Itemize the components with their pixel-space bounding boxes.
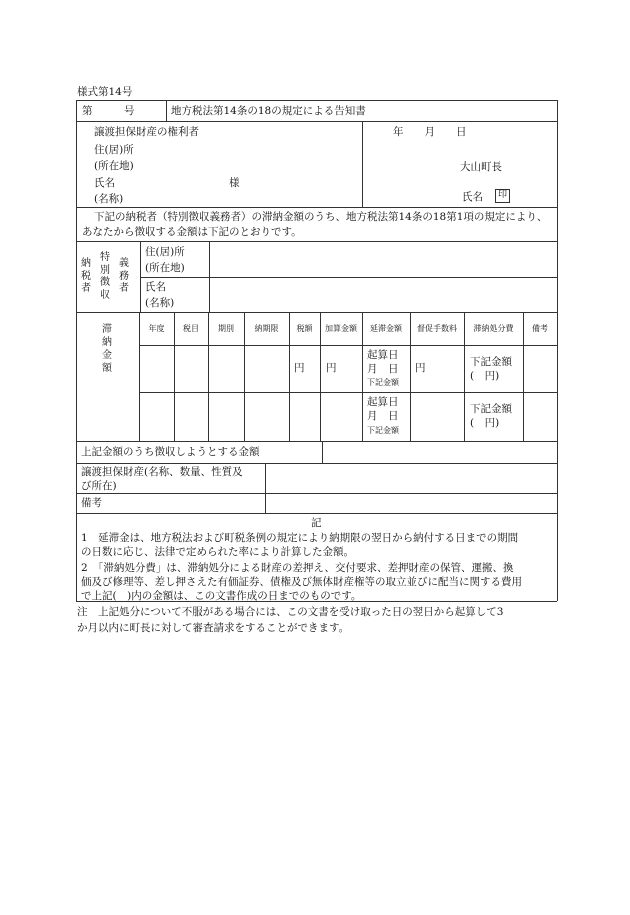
issuer-name-label: 氏名	[462, 191, 483, 203]
row2-delay-date: 月 日	[367, 410, 399, 422]
header-remarks: 備考	[532, 324, 548, 333]
taxpayer-side-label-3: 義務者	[119, 258, 129, 294]
header-tax-amount: 税額	[296, 324, 313, 333]
seal-mark: 印	[495, 189, 510, 203]
taxpayer-side-label-2: 特別徴収	[100, 252, 110, 301]
recipient-address-label: 住(居)所	[94, 144, 134, 156]
issue-date: 年 月 日	[393, 126, 467, 138]
header-delay-charge: 延滞金額	[370, 324, 402, 333]
note1-line2: の日数に応じ、法律で定められた率により計算した金額。	[81, 546, 354, 558]
note2-line2: 価及び修理等、差し押さえた有価証券、債権及び無体財産権等の取立並びに配当に関する費用	[81, 576, 522, 588]
row2-delay-start-label: 起算日	[367, 396, 399, 408]
row1-tax-amount-unit: 円	[294, 362, 305, 374]
taxpayer-name-alt-label: (名称)	[145, 297, 175, 309]
row2-disposal-amount: ( 円)	[470, 417, 500, 429]
taxpayer-name-label: 氏名	[145, 281, 166, 293]
footer-note-line2: か月以内に町長に対して審査請求をすることができます。	[77, 622, 350, 634]
header-demand-fee: 督促手数料	[417, 324, 457, 333]
holder-label: 譲渡担保財産の権利者	[94, 126, 199, 138]
row2-delay-amount-label: 下記金額	[367, 426, 399, 435]
remarks-label: 備考	[81, 497, 102, 509]
taxpayer-side-label-1: 納税者	[81, 258, 91, 294]
row1-disposal-amount: ( 円)	[470, 370, 500, 382]
row2-disposal-label: 下記金額	[470, 403, 512, 415]
form-number: 様式第14号	[77, 86, 133, 98]
note2-line1: 2 「滞納処分費」は、滞納処分による財産の差押え、交付要求、差押財産の保管、運搬、換	[81, 562, 514, 574]
recipient-honorific: 様	[229, 177, 240, 189]
notes-heading: 記	[311, 517, 322, 529]
row1-delay-amount-label: 下記金額	[367, 378, 399, 387]
collect-amount-label: 上記金額のうち徴収しようとする金額	[81, 446, 260, 458]
header-period: 期別	[218, 324, 234, 333]
recipient-name-alt-label: (名称)	[94, 193, 124, 205]
mayor-title: 大山町長	[460, 161, 502, 173]
recipient-name-label: 氏名	[94, 177, 115, 189]
footer-note-line1: 注 上記処分について不服がある場合には、この文書を受け取った日の翌日から起算して3	[77, 606, 504, 618]
intro-text-line1: 下記の納税者（特別徴収義務者）の滞納金額のうち、地方税法第14条の18第1項の規定により、	[94, 211, 548, 223]
document-title: 地方税法第14条の18の規定による告知書	[171, 105, 366, 117]
document-number-label: 第 号	[82, 105, 135, 117]
note2-line3: で上記( )内の金額は、この文書作成の日までのものです。	[81, 590, 362, 602]
header-year: 年度	[148, 324, 165, 333]
header-surcharge: 加算金額	[325, 324, 357, 333]
intro-text-line2: あなたから徴収する金額は下記のとおりです。	[82, 226, 302, 238]
row1-disposal-label: 下記金額	[470, 356, 512, 368]
row1-delay-date: 月 日	[367, 363, 399, 375]
row1-delay-start-label: 起算日	[367, 349, 399, 361]
header-tax-item: 税目	[183, 324, 199, 333]
header-disposal-cost: 滞納処分費	[473, 324, 514, 333]
taxpayer-location-label: (所在地)	[145, 262, 185, 274]
row1-fee-unit: 円	[415, 362, 426, 374]
property-label-line1: 譲渡担保財産(名称、数量、性質及	[81, 466, 243, 478]
header-due-date: 納期限	[254, 324, 279, 333]
property-label-line2: び所在)	[81, 480, 117, 492]
row1-surcharge-unit: 円	[326, 362, 337, 374]
arrears-side-label: 滞納金額	[102, 324, 112, 374]
note1-line1: 1 延滞金は、地方税法および町税条例の規定により納期限の翌日から納付する日までの期間	[81, 532, 519, 544]
taxpayer-address-label: 住(居)所	[145, 246, 185, 258]
recipient-location-label: (所在地)	[94, 160, 134, 172]
